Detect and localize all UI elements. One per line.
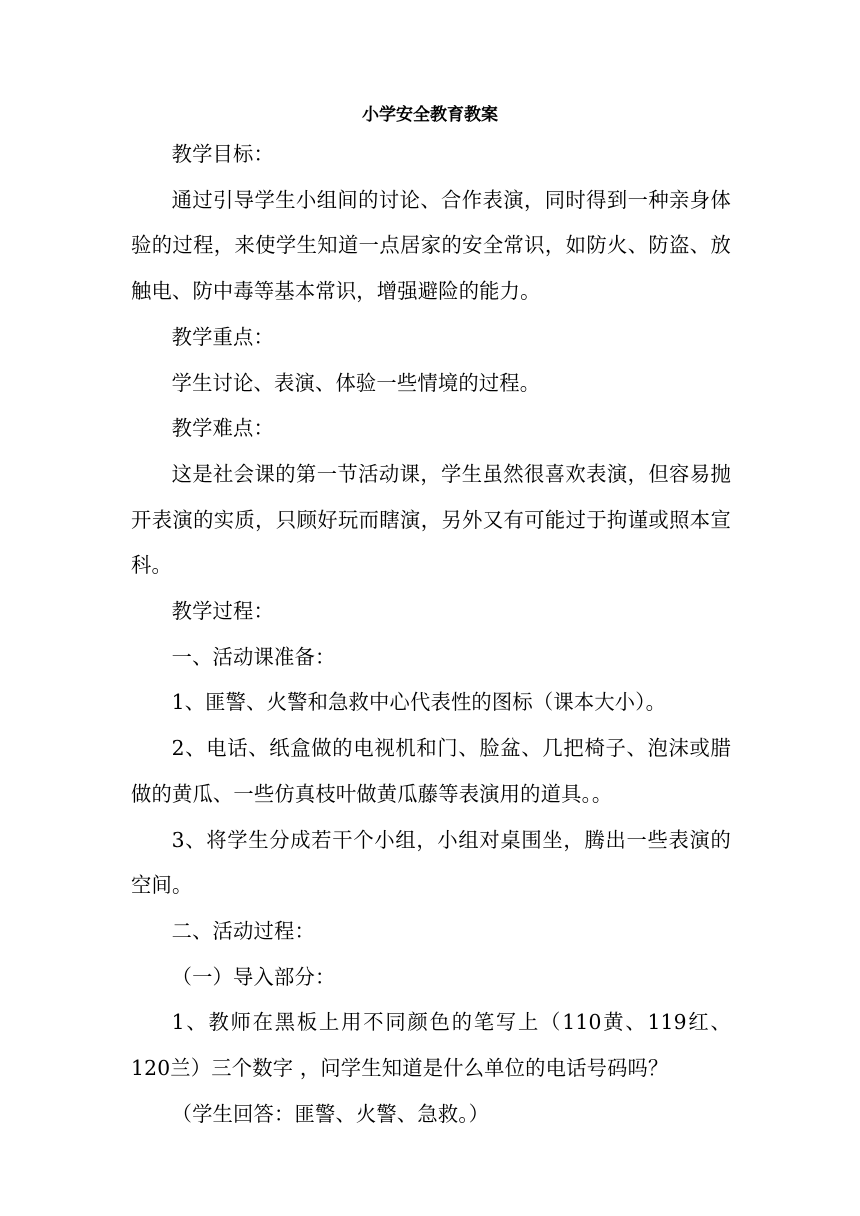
- heading-key-points: 教学重点：: [171, 324, 275, 349]
- paragraph-teaching-goals: 通过引导学生小组间的讨论、合作表演，同时得到一种亲身体验的过程，来使学生知道一点居家的安全常识，如防火、防盗、放触电、防中毒等基本常识，增强避险的能力。: [131, 187, 731, 304]
- paragraph-difficulties: 这是社会课的第一节活动课，学生虽然很喜欢表演，但容易抛开表演的实质，只顾好玩而瞎演，另外又有可能过于拘谨或照本宣科。: [131, 461, 731, 578]
- list-item-intro-1: 1、教师在黑板上用不同颜色的笔写上（110黄、119红、120兰）三个数字 ，问学生知道是什么单位的电话号码吗？: [131, 1010, 731, 1081]
- heading-introduction: （一）导入部分：: [171, 964, 336, 989]
- heading-activity-process: 二、活动过程：: [171, 918, 315, 943]
- heading-difficulties: 教学难点：: [171, 416, 275, 441]
- paragraph-student-answer: （学生回答：匪警、火警、急救。）: [171, 1101, 490, 1126]
- heading-preparation: 一、活动课准备：: [171, 644, 336, 669]
- paragraph-key-points: 学生讨论、表演、体验一些情境的过程。: [171, 370, 541, 395]
- list-item-prep-1: 1、匪警、火警和急救中心代表性的图标（课本大小）。: [171, 690, 667, 715]
- list-item-prep-2: 2、电话、纸盒做的电视机和门、脸盆、几把椅子、泡沫或腊做的黄瓜、一些仿真枝叶做黄瓜藤等表演用的道具。。: [131, 736, 731, 806]
- heading-teaching-goals: 教学目标：: [171, 142, 275, 166]
- document-body: [131, 132, 731, 1137]
- list-item-prep-3: 3、将学生分成若干个小组，小组对桌围坐，腾出一些表演的空间。: [131, 827, 731, 898]
- heading-process: 教学过程：: [171, 599, 275, 624]
- document-title: 小学安全教育教案: [362, 105, 498, 125]
